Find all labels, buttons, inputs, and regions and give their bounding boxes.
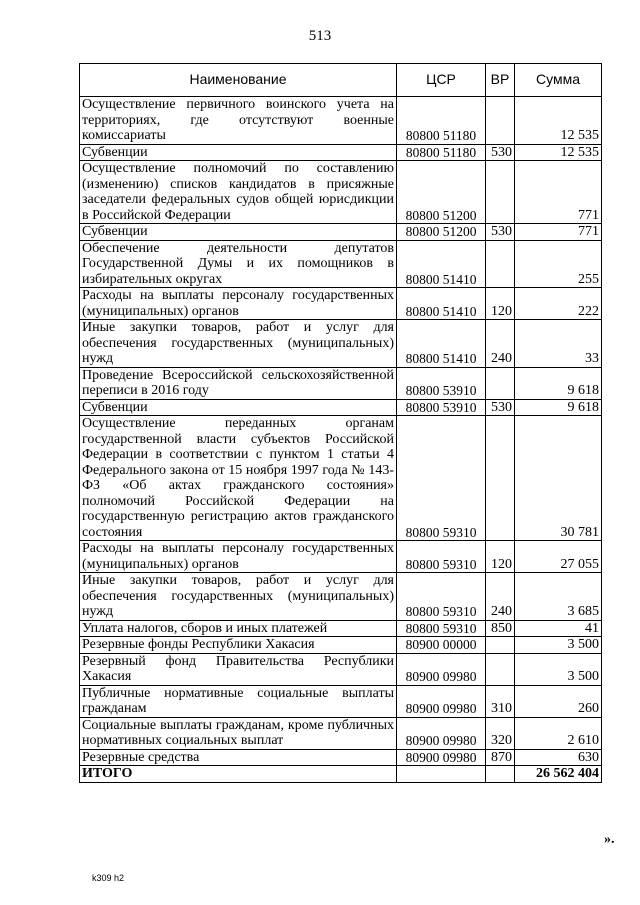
row-sum: 30 781 — [515, 416, 602, 541]
row-name: Осуществление первичного воинского учета на территориях, где отсутствуют военные комиссариаты — [80, 97, 397, 145]
row-vr: 320 — [486, 717, 515, 749]
header-sum: Сумма — [515, 64, 602, 97]
row-vr: 120 — [486, 541, 515, 573]
row-csr: 80900 09980 — [397, 685, 486, 717]
table-row — [80, 717, 602, 749]
total-csr-empty — [397, 766, 486, 783]
row-csr: 80800 51180 — [397, 144, 486, 161]
row-name: Уплата налогов, сборов и иных платежей — [80, 620, 397, 637]
row-name: Социальные выплаты гражданам, кроме публичных нормативных социальных выплат — [80, 717, 397, 749]
total-row — [80, 766, 602, 783]
total-vr-empty — [486, 766, 515, 783]
row-csr: 80800 51410 — [397, 320, 486, 368]
row-vr — [486, 416, 515, 541]
budget-table — [79, 63, 602, 783]
row-csr: 80800 51410 — [397, 288, 486, 320]
table-row — [80, 240, 602, 288]
row-name: Резервный фонд Правительства Республики Хакасия — [80, 653, 397, 685]
row-vr: 530 — [486, 224, 515, 241]
row-sum: 3 500 — [515, 653, 602, 685]
table-row — [80, 685, 602, 717]
table-row — [80, 749, 602, 766]
table-row — [80, 620, 602, 637]
table-row — [80, 416, 602, 541]
row-vr: 120 — [486, 288, 515, 320]
row-vr — [486, 240, 515, 288]
closing-quote-mark: ». — [604, 832, 615, 847]
row-vr — [486, 653, 515, 685]
row-csr: 80800 59310 — [397, 541, 486, 573]
row-csr: 80800 51200 — [397, 224, 486, 241]
row-csr: 80800 59310 — [397, 620, 486, 637]
row-sum: 3 500 — [515, 637, 602, 654]
table-row — [80, 288, 602, 320]
footer-code: k309 h2 — [92, 873, 125, 883]
row-vr — [486, 367, 515, 399]
row-sum: 3 685 — [515, 573, 602, 621]
total-label: ИТОГО — [80, 766, 397, 783]
row-csr: 80900 00000 — [397, 637, 486, 654]
row-name: Резервные средства — [80, 749, 397, 766]
row-sum: 255 — [515, 240, 602, 288]
row-vr — [486, 97, 515, 145]
total-sum: 26 562 404 — [515, 766, 602, 783]
table-row — [80, 637, 602, 654]
row-sum: 630 — [515, 749, 602, 766]
header-name: Наименование — [80, 64, 397, 97]
row-vr: 310 — [486, 685, 515, 717]
row-sum: 9 618 — [515, 367, 602, 399]
row-name: Иные закупки товаров, работ и услуг для обеспечения государственных (муниципальных) нужд — [80, 320, 397, 368]
table-row — [80, 144, 602, 161]
table-row — [80, 224, 602, 241]
row-name: Расходы на выплаты персоналу государственных (муниципальных) органов — [80, 541, 397, 573]
row-csr: 80800 51200 — [397, 161, 486, 224]
table-row — [80, 320, 602, 368]
row-csr: 80900 09980 — [397, 717, 486, 749]
row-name: Субвенции — [80, 144, 397, 161]
row-name: Расходы на выплаты персоналу государственных (муниципальных) органов — [80, 288, 397, 320]
row-vr: 240 — [486, 320, 515, 368]
row-name: Субвенции — [80, 224, 397, 241]
row-csr: 80800 51410 — [397, 240, 486, 288]
row-sum: 12 535 — [515, 97, 602, 145]
row-csr: 80800 59310 — [397, 416, 486, 541]
row-csr: 80800 59310 — [397, 573, 486, 621]
header-csr: ЦСР — [397, 64, 486, 97]
row-name: Проведение Всероссийской сельскохозяйственной переписи в 2016 году — [80, 367, 397, 399]
table-row — [80, 161, 602, 224]
table-row — [80, 653, 602, 685]
row-sum: 771 — [515, 161, 602, 224]
table-row — [80, 399, 602, 416]
row-sum: 771 — [515, 224, 602, 241]
row-csr: 80800 53910 — [397, 399, 486, 416]
header-vr: ВР — [486, 64, 515, 97]
row-sum: 260 — [515, 685, 602, 717]
table-row — [80, 573, 602, 621]
row-vr: 240 — [486, 573, 515, 621]
row-sum: 33 — [515, 320, 602, 368]
row-sum: 41 — [515, 620, 602, 637]
row-vr: 870 — [486, 749, 515, 766]
table-row — [80, 97, 602, 145]
row-csr: 80900 09980 — [397, 749, 486, 766]
row-sum: 12 535 — [515, 144, 602, 161]
row-sum: 222 — [515, 288, 602, 320]
row-name: Обеспечение деятельности депутатов Государственной Думы и их помощников в избирательных округах — [80, 240, 397, 288]
row-vr — [486, 637, 515, 654]
row-name: Публичные нормативные социальные выплаты гражданам — [80, 685, 397, 717]
row-csr: 80800 53910 — [397, 367, 486, 399]
page-number: 513 — [308, 28, 332, 44]
row-csr: 80900 09980 — [397, 653, 486, 685]
row-csr: 80800 51180 — [397, 97, 486, 145]
row-sum: 9 618 — [515, 399, 602, 416]
row-name: Иные закупки товаров, работ и услуг для обеспечения государственных (муниципальных) нужд — [80, 573, 397, 621]
row-sum: 27 055 — [515, 541, 602, 573]
table-header-row — [80, 64, 602, 97]
row-name: Осуществление полномочий по составлению (изменению) списков кандидатов в присяжные заседатели федеральных судов общей юрисдикции в Российской Федерации — [80, 161, 397, 224]
row-name: Осуществление переданных органам государственной власти субъектов Российской Федерации в соответствии с пунктом 1 статьи 4 Федерального закона от 15 ноября 1997 года № 143-ФЗ «Об актах гражданского состояния» полномочий Российской Федерации на государственную регистрацию актов гражданского состояния — [80, 416, 397, 541]
row-name: Субвенции — [80, 399, 397, 416]
row-vr: 530 — [486, 144, 515, 161]
row-vr: 850 — [486, 620, 515, 637]
table-row — [80, 367, 602, 399]
row-sum: 2 610 — [515, 717, 602, 749]
table-row — [80, 541, 602, 573]
row-vr — [486, 161, 515, 224]
row-vr: 530 — [486, 399, 515, 416]
row-name: Резервные фонды Республики Хакасия — [80, 637, 397, 654]
